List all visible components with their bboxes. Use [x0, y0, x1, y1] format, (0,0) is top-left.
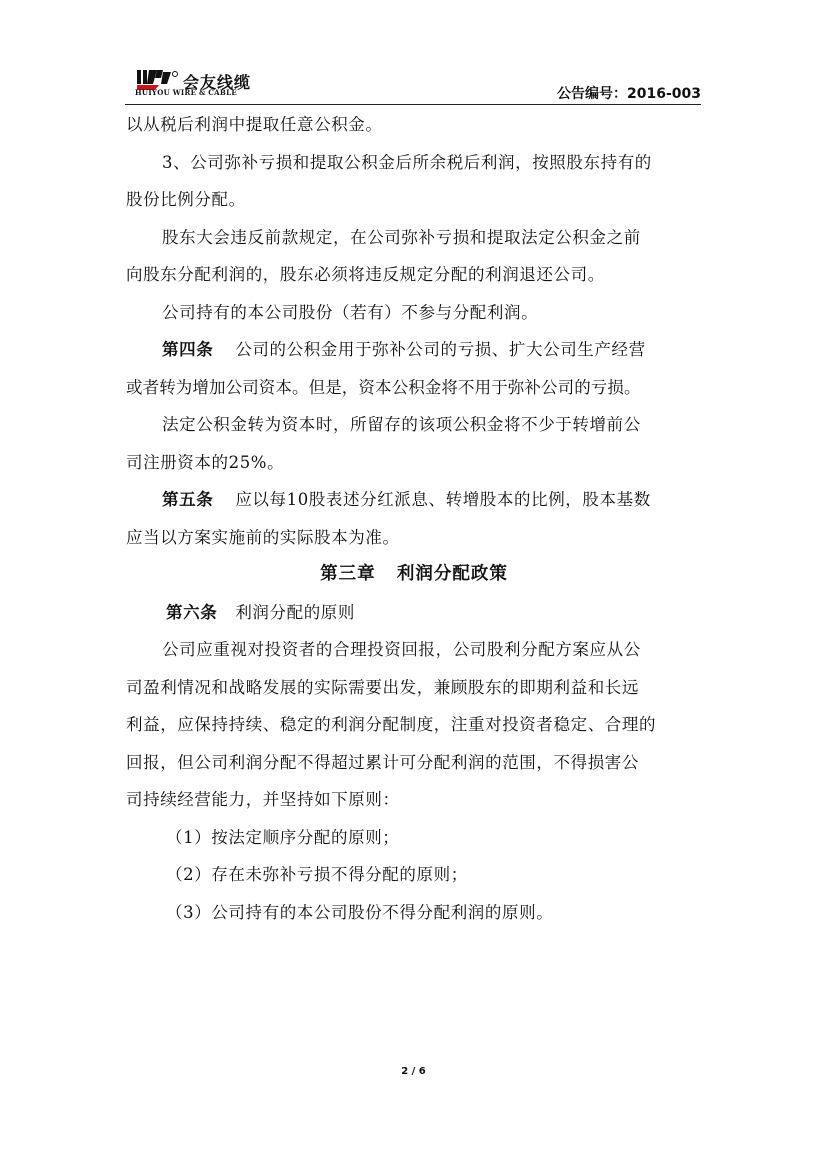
- header-divider: [125, 104, 701, 105]
- paragraph-line: 股份比例分配。: [126, 190, 246, 209]
- paragraph-line: 司盈利情况和战略发展的实际需要出发，兼顾股东的即期利益和长远: [126, 677, 639, 697]
- list-item: （2）存在未弥补亏损不得分配的原则；: [166, 865, 468, 884]
- chapter-heading: 第三章 利润分配政策: [320, 564, 508, 584]
- notice-number: 公告编号：2016-003: [557, 86, 701, 102]
- paragraph-line: 公司持有的本公司股份（若有）不参与分配利润。: [162, 302, 539, 322]
- list-item: （1）按法定顺序分配的原则；: [166, 827, 400, 847]
- list-item: （3）公司持有的本公司股份不得分配利润的原则。: [166, 902, 554, 922]
- paragraph-line: 司持续经营能力，并坚持如下原则：: [126, 790, 400, 809]
- paragraph-line: 司注册资本的25%。: [126, 452, 285, 472]
- paragraph-line: 或者转为增加公司资本。但是，资本公积金将不用于弥补公司的亏损。: [126, 377, 641, 397]
- article-5-line: [126, 481, 702, 519]
- article-5-label: 第五条: [162, 490, 214, 509]
- article-4-label: 第四条: [162, 340, 214, 359]
- paragraph-line: 股东大会违反前款规定，在公司弥补亏损和提取法定公积金之前: [162, 227, 641, 247]
- paragraph-line: 应当以方案实施前的实际股本为准。: [126, 527, 400, 547]
- page-number: 2 / 6: [401, 1066, 426, 1077]
- paragraph-line: 以从税后利润中提取任意公积金。: [126, 115, 383, 134]
- article-6-line: [126, 594, 702, 632]
- paragraph-text: 利润分配的原则: [235, 602, 356, 622]
- document-body: [126, 106, 702, 931]
- paragraph-text: 应以每10股表述分红派息、转增股本的比例，股本基数: [235, 490, 651, 509]
- paragraph-text: 公司的公积金用于弥补公司的亏损、扩大公司生产经营: [235, 340, 646, 359]
- article-4-line: [126, 331, 702, 369]
- logo-english-name: HUIYOU WIRE & CABLE: [135, 88, 237, 97]
- page-header: [125, 66, 701, 106]
- paragraph-line: 向股东分配利润的，股东必须将违反规定分配的利润退还公司。: [126, 265, 605, 284]
- paragraph-line: 公司应重视对投资者的合理投资回报，公司股利分配方案应从公: [162, 640, 641, 659]
- paragraph-line: 回报，但公司利润分配不得超过累计可分配利润的范围，不得损害公: [126, 752, 639, 772]
- logo-chinese-name: 会友线缆: [183, 73, 252, 92]
- paragraph-line: 法定公积金转为资本时，所留存的该项公积金将不少于转增前公: [162, 415, 641, 434]
- company-logo: [135, 66, 315, 100]
- article-6-label: 第六条: [166, 602, 218, 622]
- paragraph-line: 利益，应保持持续、稳定的利润分配制度，注重对投资者稳定、合理的: [126, 715, 657, 734]
- paragraph-line: 3、公司弥补亏损和提取公积金后所余税后利润，按照股东持有的: [162, 152, 652, 172]
